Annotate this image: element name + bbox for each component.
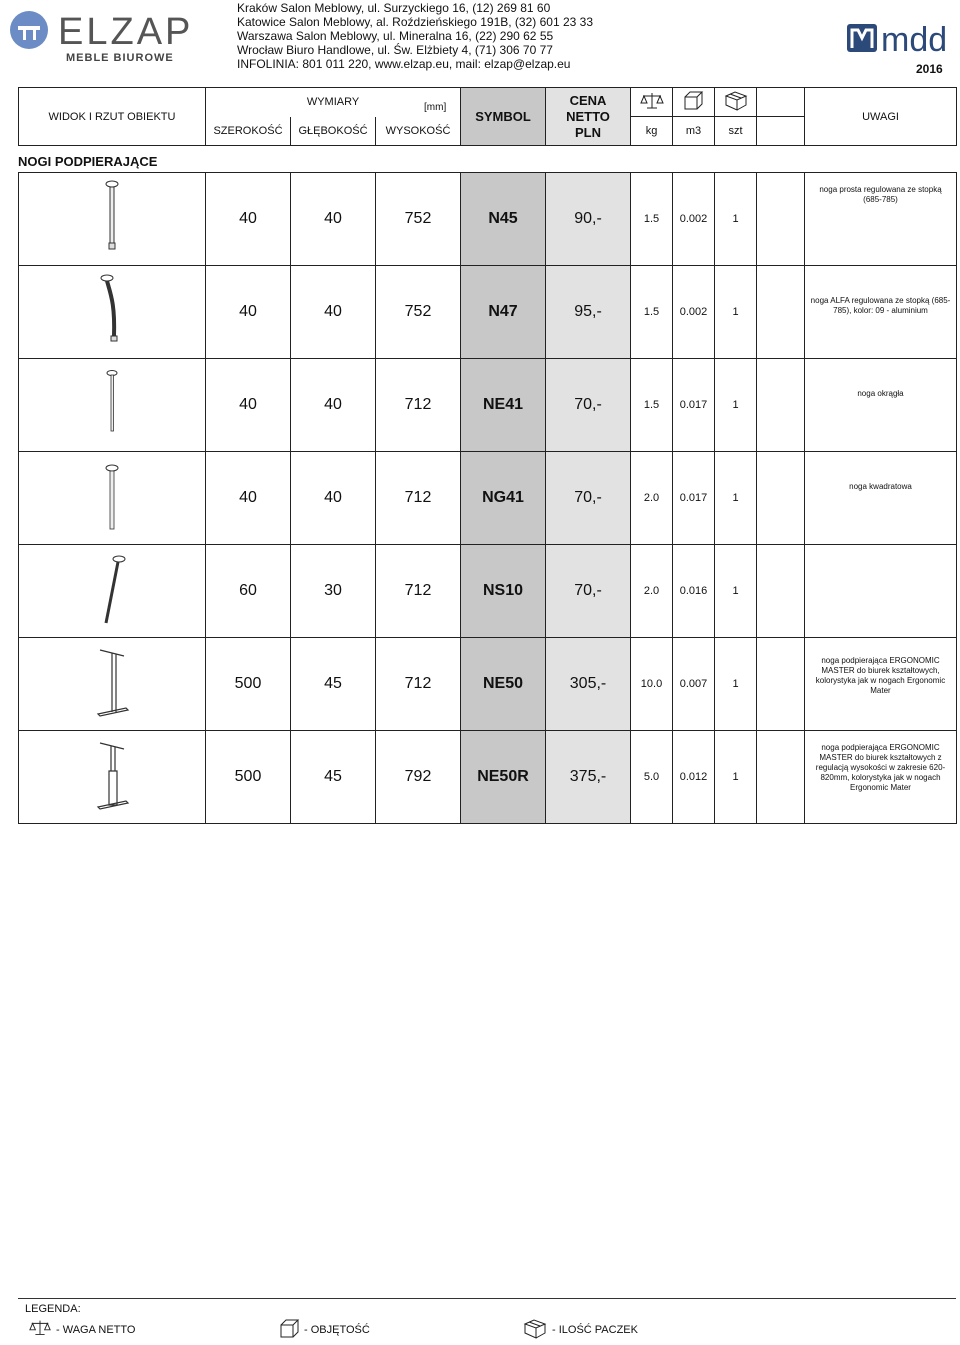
product-table: [18, 172, 957, 824]
cell-width: 500: [206, 638, 291, 731]
cell-m3: 0.002: [673, 266, 715, 359]
cell-depth: 40: [291, 359, 376, 452]
cell-empty: [757, 452, 805, 545]
cell-kg: 2.0: [631, 452, 673, 545]
legend-volume-label: - OBJĘTOŚĆ: [304, 1324, 370, 1336]
straight-leg-icon: [19, 173, 206, 266]
scale-icon: [28, 1318, 52, 1343]
cell-height: 712: [376, 545, 461, 638]
header-symbol: SYMBOL: [461, 88, 546, 146]
cell-depth: 45: [291, 638, 376, 731]
table-row: [19, 173, 957, 266]
cell-note: noga kwadratowa: [805, 452, 957, 545]
header-empty: [757, 88, 805, 117]
cell-price: 375,-: [546, 731, 631, 824]
cell-empty: [757, 638, 805, 731]
curved-leg-icon: [19, 266, 206, 359]
cell-szt: 1: [715, 452, 757, 545]
cell-note: noga prosta regulowana ze stopką (685-785): [805, 173, 957, 266]
svg-text:mdd: mdd: [881, 21, 948, 58]
address-line: Kraków Salon Meblowy, ul. Surzyckiego 16, (12) 269 81 60: [237, 1, 551, 15]
header-unit: [mm]: [424, 102, 447, 113]
header-kg: kg: [631, 117, 673, 146]
cell-szt: 1: [715, 359, 757, 452]
header-depth: GŁĘBOKOŚĆ: [291, 117, 376, 146]
header-empty: [757, 117, 805, 146]
cell-szt: 1: [715, 545, 757, 638]
table-row: [19, 266, 957, 359]
header-height: WYSOKOŚĆ: [376, 117, 461, 146]
cube-icon: [278, 1318, 302, 1345]
legend-weight-label: - WAGA NETTO: [56, 1324, 136, 1336]
address-line: Katowice Salon Meblowy, al. Roździeńskiego 191B, (32) 601 23 33: [237, 15, 593, 29]
cell-depth: 40: [291, 173, 376, 266]
mdd-logo: [845, 18, 955, 58]
cell-height: 712: [376, 359, 461, 452]
legend-packages-label: - ILOŚĆ PACZEK: [552, 1324, 638, 1336]
square-leg-icon: [19, 452, 206, 545]
cell-symbol: N47: [461, 266, 546, 359]
cell-note: [805, 545, 957, 638]
cell-kg: 1.5: [631, 359, 673, 452]
cell-height: 712: [376, 638, 461, 731]
elzap-logo: [8, 6, 208, 68]
cell-m3: 0.007: [673, 638, 715, 731]
cell-note: noga podpierająca ERGONOMIC MASTER do biurek kształtowych, kolorystyka jak w nogach Ergonomic Mater: [805, 638, 957, 731]
cell-empty: [757, 731, 805, 824]
cell-note: noga podpierająca ERGONOMIC MASTER do biurek kształtowych z regulacją wysokości w zakresie 620-820mm, kolorystyka jak w nogach Ergonomic Mater: [805, 731, 957, 824]
cell-height: 752: [376, 266, 461, 359]
cell-price: 305,-: [546, 638, 631, 731]
header-szt: szt: [715, 117, 757, 146]
cell-szt: 1: [715, 173, 757, 266]
package-icon: [522, 1318, 548, 1345]
header-m3: m3: [673, 117, 715, 146]
cell-szt: 1: [715, 266, 757, 359]
cell-m3: 0.017: [673, 452, 715, 545]
cell-empty: [757, 545, 805, 638]
cell-symbol: NE50: [461, 638, 546, 731]
cell-price: 70,-: [546, 545, 631, 638]
cell-szt: 1: [715, 731, 757, 824]
cell-m3: 0.012: [673, 731, 715, 824]
cell-m3: 0.017: [673, 359, 715, 452]
cell-depth: 40: [291, 452, 376, 545]
cell-price: 95,-: [546, 266, 631, 359]
cell-note: noga okrągła: [805, 359, 957, 452]
cell-width: 40: [206, 173, 291, 266]
table-row: [19, 359, 957, 452]
cell-m3: 0.002: [673, 173, 715, 266]
cell-depth: 30: [291, 545, 376, 638]
legend-divider: [18, 1298, 956, 1299]
address-line: INFOLINIA: 801 011 220, www.elzap.eu, mail: elzap@elzap.eu: [237, 57, 571, 71]
slanted-leg-icon: [19, 545, 206, 638]
table-row: [19, 638, 957, 731]
cell-price: 70,-: [546, 359, 631, 452]
svg-text:MEBLE BIUROWE: MEBLE BIUROWE: [66, 52, 174, 64]
cell-kg: 5.0: [631, 731, 673, 824]
table-row: [19, 731, 957, 824]
frame-leg-icon: [19, 638, 206, 731]
cell-width: 60: [206, 545, 291, 638]
cell-price: 70,-: [546, 452, 631, 545]
svg-text:ELZAP: ELZAP: [58, 11, 194, 53]
cell-kg: 2.0: [631, 545, 673, 638]
table-row: [19, 545, 957, 638]
package-icon: [715, 88, 757, 117]
header-view: WIDOK I RZUT OBIEKTU: [19, 88, 206, 146]
cube-icon: [673, 88, 715, 117]
cell-height: 712: [376, 452, 461, 545]
year: 2016: [916, 62, 943, 76]
table-row: [19, 452, 957, 545]
section-title: NOGI PODPIERAJĄCE: [18, 154, 158, 169]
cell-symbol: NE50R: [461, 731, 546, 824]
table-header: [18, 87, 957, 146]
header-notes: UWAGI: [805, 88, 957, 146]
cell-kg: 1.5: [631, 266, 673, 359]
cell-price: 90,-: [546, 173, 631, 266]
scale-icon: [631, 88, 673, 117]
legend-title: LEGENDA:: [25, 1303, 81, 1315]
header-width: SZEROKOŚĆ: [206, 117, 291, 146]
header-price: CENA NETTO PLN: [546, 88, 631, 146]
adjustable-frame-leg-icon: [19, 731, 206, 824]
header-dimensions: WYMIARY [mm]: [206, 88, 461, 117]
cell-width: 40: [206, 359, 291, 452]
cell-empty: [757, 266, 805, 359]
cell-kg: 1.5: [631, 173, 673, 266]
address-block: [237, 1, 593, 71]
cell-m3: 0.016: [673, 545, 715, 638]
cell-symbol: NE41: [461, 359, 546, 452]
cell-width: 40: [206, 266, 291, 359]
cell-depth: 45: [291, 731, 376, 824]
address-line: Wrocław Biuro Handlowe, ul. Św. Elżbiety 4, (71) 306 70 77: [237, 43, 553, 57]
cell-empty: [757, 359, 805, 452]
cell-symbol: NG41: [461, 452, 546, 545]
cell-empty: [757, 173, 805, 266]
cell-depth: 40: [291, 266, 376, 359]
cell-symbol: NS10: [461, 545, 546, 638]
cell-symbol: N45: [461, 173, 546, 266]
cell-width: 40: [206, 452, 291, 545]
cell-height: 752: [376, 173, 461, 266]
cell-note: noga ALFA regulowana ze stopką (685-785), kolor: 09 - aluminium: [805, 266, 957, 359]
cell-height: 792: [376, 731, 461, 824]
round-leg-icon: [19, 359, 206, 452]
cell-szt: 1: [715, 638, 757, 731]
cell-width: 500: [206, 731, 291, 824]
address-line: Warszawa Salon Meblowy, ul. Mineralna 16, (22) 290 62 55: [237, 29, 554, 43]
cell-kg: 10.0: [631, 638, 673, 731]
